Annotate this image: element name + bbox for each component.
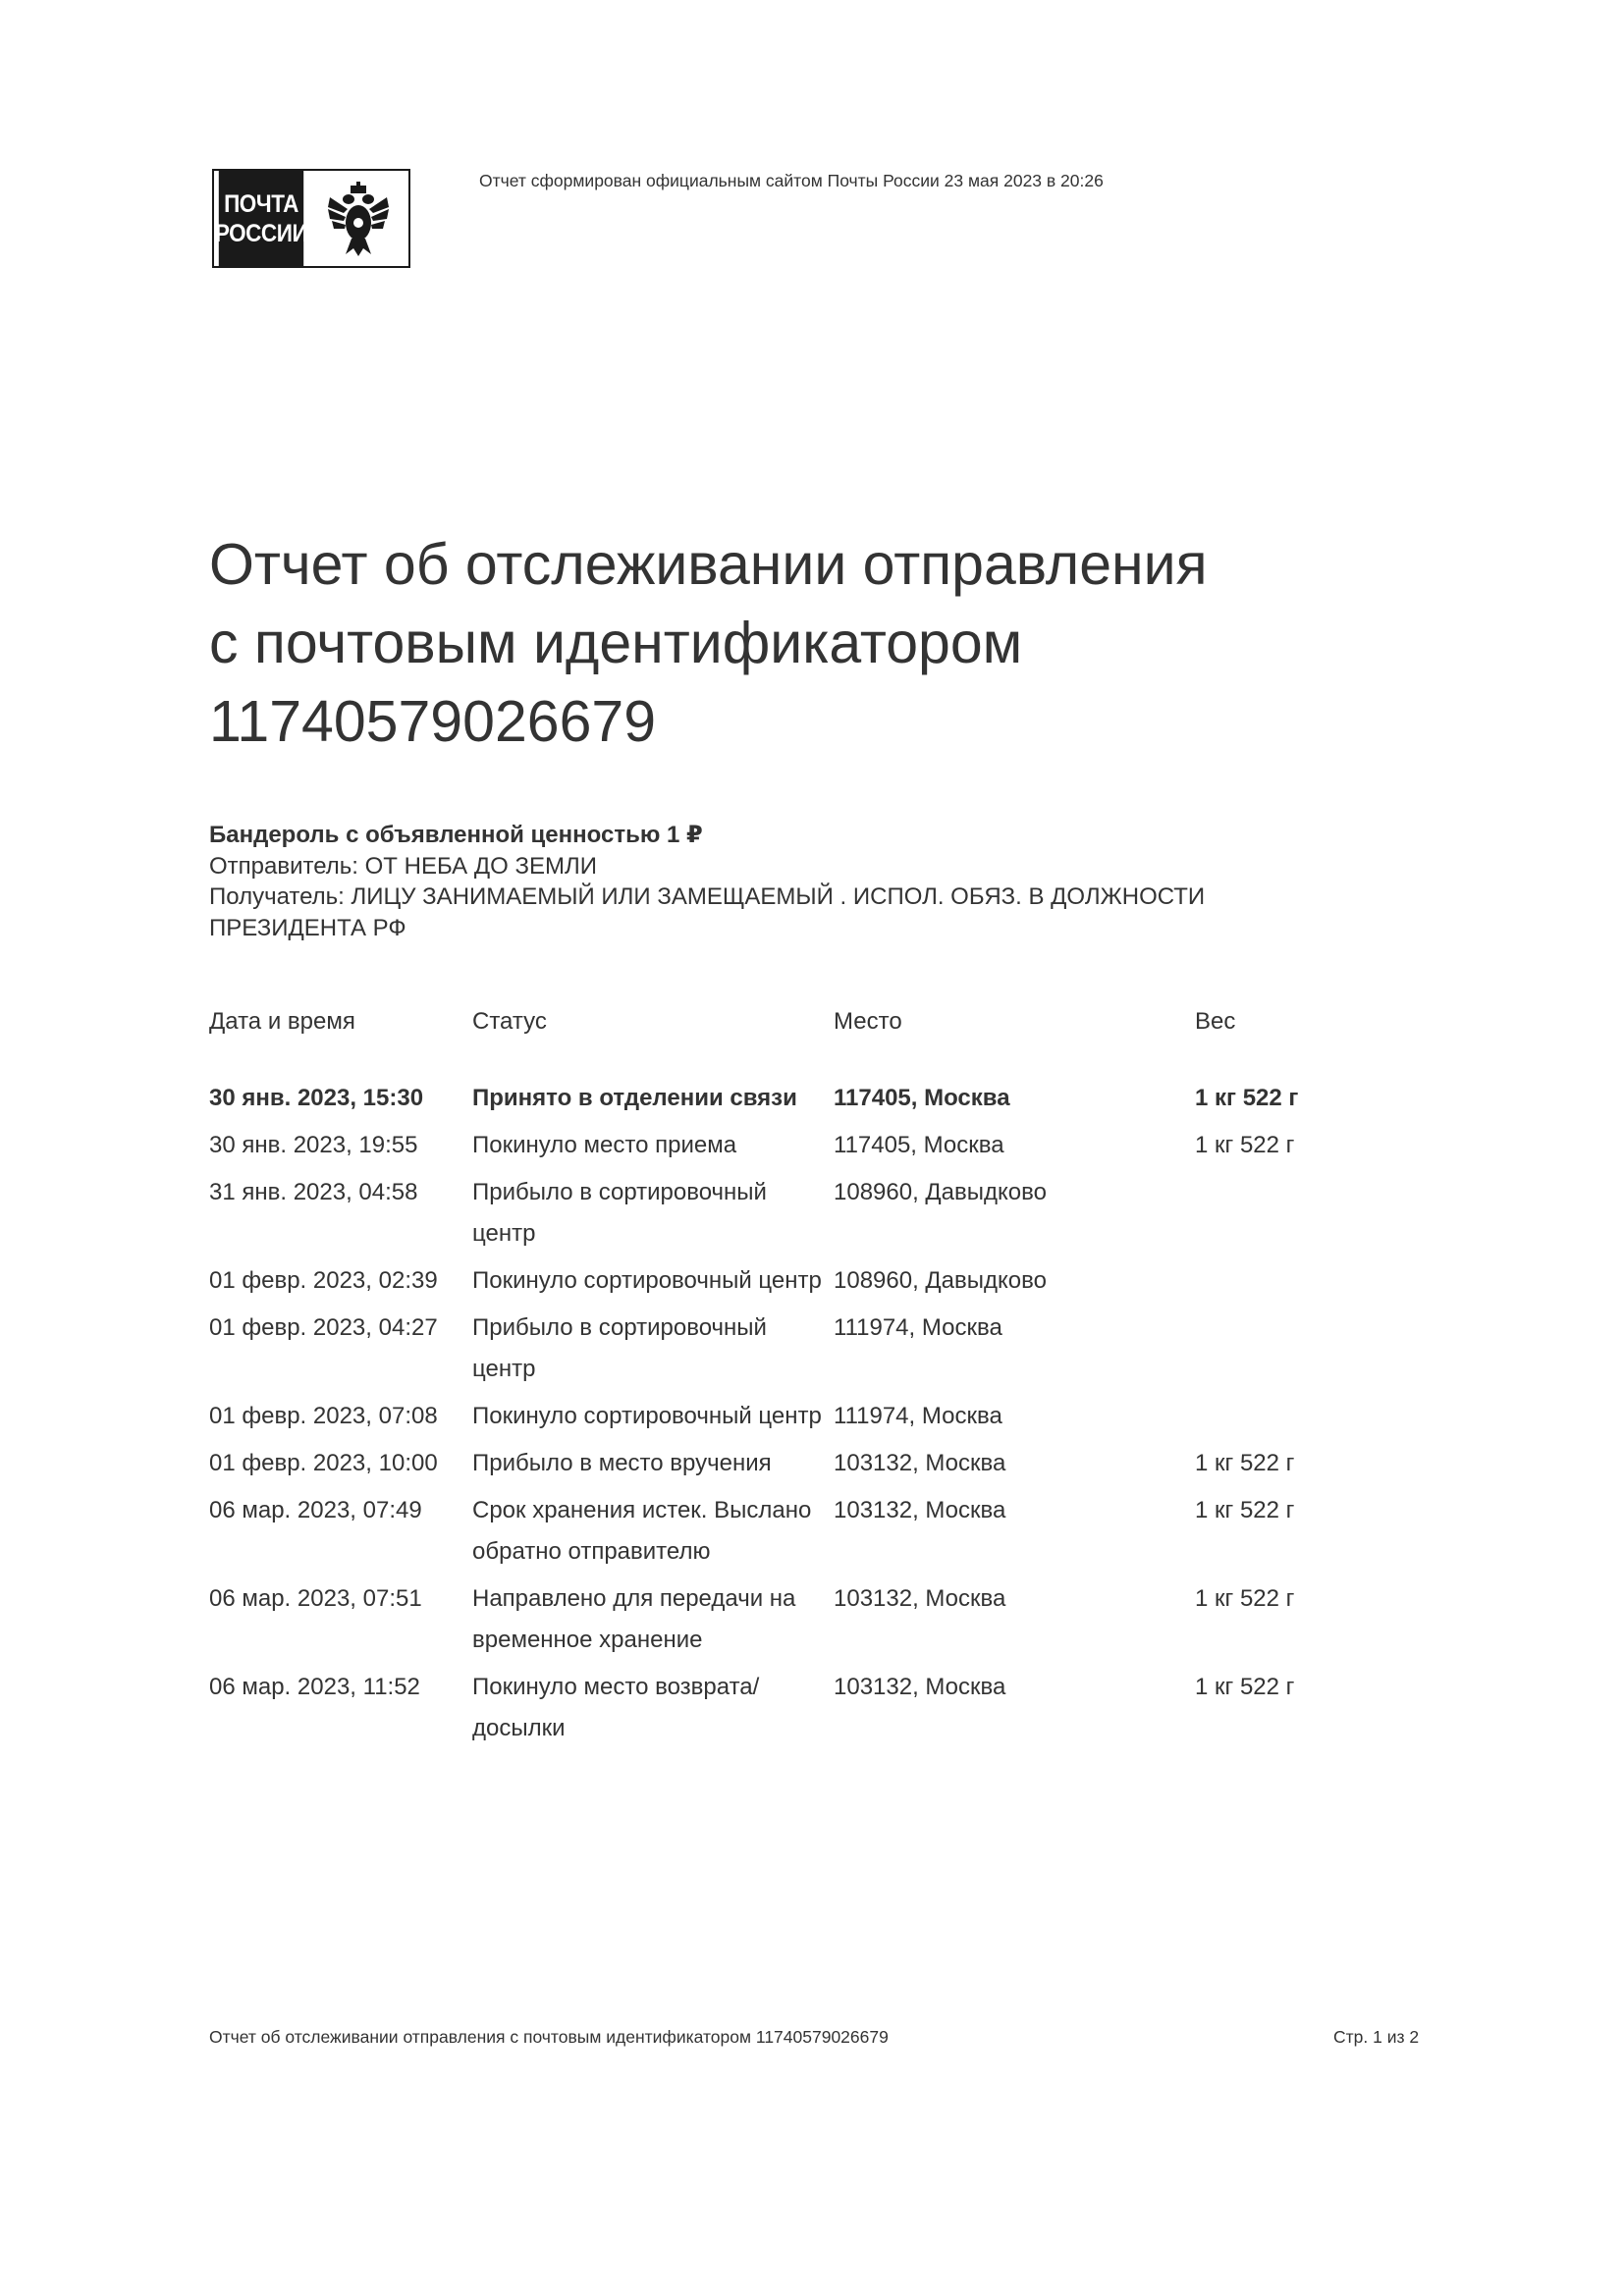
sender: Отправитель: ОТ НЕБА ДО ЗЕМЛИ — [209, 852, 597, 880]
report-title — [209, 525, 1486, 761]
cell-status: Покинуло сортировочный центр — [472, 1267, 822, 1294]
report-generated-note: Отчет сформирован официальным сайтом Почты России 23 мая 2023 в 20:26 — [479, 171, 1104, 190]
cell-weight: 1 кг 522 г — [1195, 1450, 1295, 1476]
cell-status: Направлено для передачи на временное хранение — [472, 1585, 796, 1653]
title-line-2: с почтовым идентификатором — [209, 611, 1023, 675]
cell-place: 103132, Москва — [834, 1497, 1006, 1523]
header-status: Статус — [472, 1008, 547, 1035]
cell-date: 06 мар. 2023, 07:49 — [209, 1497, 422, 1523]
title-line-1: Отчет об отслеживании отправления — [209, 532, 1208, 597]
recipient-line-1: Получатель: ЛИЦУ ЗАНИМАЕМЫЙ ИЛИ ЗАМЕЩАЕМЫЙ . ИСПОЛ. ОБЯЗ. В ДОЛЖНОСТИ — [209, 883, 1206, 910]
cell-place: 108960, Давыдково — [834, 1179, 1047, 1205]
cell-place: 111974, Москва — [834, 1403, 1002, 1429]
cell-status: Прибыло в сортировочный центр — [472, 1179, 767, 1247]
page-number: Стр. 1 из 2 — [1333, 2027, 1420, 2047]
cell-place: 103132, Москва — [834, 1585, 1006, 1612]
logo-line-1: ПОЧТА — [224, 189, 298, 218]
cell-date: 31 янв. 2023, 04:58 — [209, 1179, 418, 1205]
cell-place: 103132, Москва — [834, 1450, 1006, 1476]
table-row — [209, 1578, 1436, 1661]
table-row — [209, 1443, 1436, 1484]
shipment-summary — [209, 820, 1338, 943]
cell-date: 06 мар. 2023, 07:51 — [209, 1585, 422, 1612]
table-row — [209, 1260, 1436, 1302]
cell-date: 01 февр. 2023, 10:00 — [209, 1450, 438, 1476]
tracking-table — [209, 1001, 1436, 1755]
cell-weight — [1195, 1260, 1431, 1302]
item-type: Бандероль с объявленной ценностью 1 ₽ — [209, 822, 703, 848]
header-weight: Вес — [1195, 1008, 1236, 1035]
tracking-number: 11740579026679 — [209, 689, 657, 754]
table-row — [209, 1172, 1436, 1255]
cell-weight — [1195, 1396, 1431, 1437]
logo-line-2: РОССИИ — [214, 219, 308, 247]
cell-weight: 1 кг 522 г — [1195, 1585, 1295, 1612]
cell-weight: 1 кг 522 г — [1195, 1085, 1299, 1111]
cell-date: 01 февр. 2023, 07:08 — [209, 1403, 438, 1429]
table-row — [209, 1078, 1436, 1119]
cell-date: 01 февр. 2023, 04:27 — [209, 1314, 438, 1341]
table-row — [209, 1667, 1436, 1749]
cell-weight — [1195, 1172, 1431, 1255]
recipient-line-2: ПРЕЗИДЕНТА РФ — [209, 914, 406, 941]
cell-date: 06 мар. 2023, 11:52 — [209, 1674, 420, 1700]
cell-weight: 1 кг 522 г — [1195, 1132, 1295, 1158]
table-row — [209, 1125, 1436, 1166]
table-row — [209, 1308, 1436, 1390]
cell-status: Покинуло место приема — [472, 1132, 737, 1158]
cell-status: Прибыло в сортировочный центр — [472, 1314, 767, 1382]
cell-status: Срок хранения истек. Выслано обратно отправителю — [472, 1497, 812, 1565]
cell-status: Прибыло в место вручения — [472, 1450, 772, 1476]
cell-weight: 1 кг 522 г — [1195, 1497, 1295, 1523]
cell-date: 01 февр. 2023, 02:39 — [209, 1267, 438, 1294]
double-headed-eagle-icon — [308, 171, 408, 266]
table-header — [209, 1001, 1436, 1042]
cell-status: Покинуло место возврата/ досылки — [472, 1674, 760, 1741]
cell-place: 108960, Давыдково — [834, 1267, 1047, 1294]
cell-date: 30 янв. 2023, 15:30 — [209, 1085, 424, 1111]
cell-weight: 1 кг 522 г — [1195, 1674, 1295, 1700]
russian-post-logo — [212, 169, 410, 268]
cell-place: 117405, Москва — [834, 1085, 1010, 1111]
cell-weight — [1195, 1308, 1431, 1390]
cell-place: 103132, Москва — [834, 1674, 1006, 1700]
cell-place: 117405, Москва — [834, 1132, 1004, 1158]
table-row — [209, 1490, 1436, 1573]
cell-status: Покинуло сортировочный центр — [472, 1403, 822, 1429]
footer-report-title: Отчет об отслеживании отправления с почтовым идентификатором 11740579026679 — [209, 2027, 889, 2047]
cell-place: 111974, Москва — [834, 1314, 1002, 1341]
header-place: Место — [834, 1008, 902, 1035]
header-date: Дата и время — [209, 1008, 355, 1035]
table-row — [209, 1396, 1436, 1437]
logo-wordmark — [214, 171, 308, 266]
cell-status: Принято в отделении связи — [472, 1085, 797, 1111]
cell-date: 30 янв. 2023, 19:55 — [209, 1132, 418, 1158]
